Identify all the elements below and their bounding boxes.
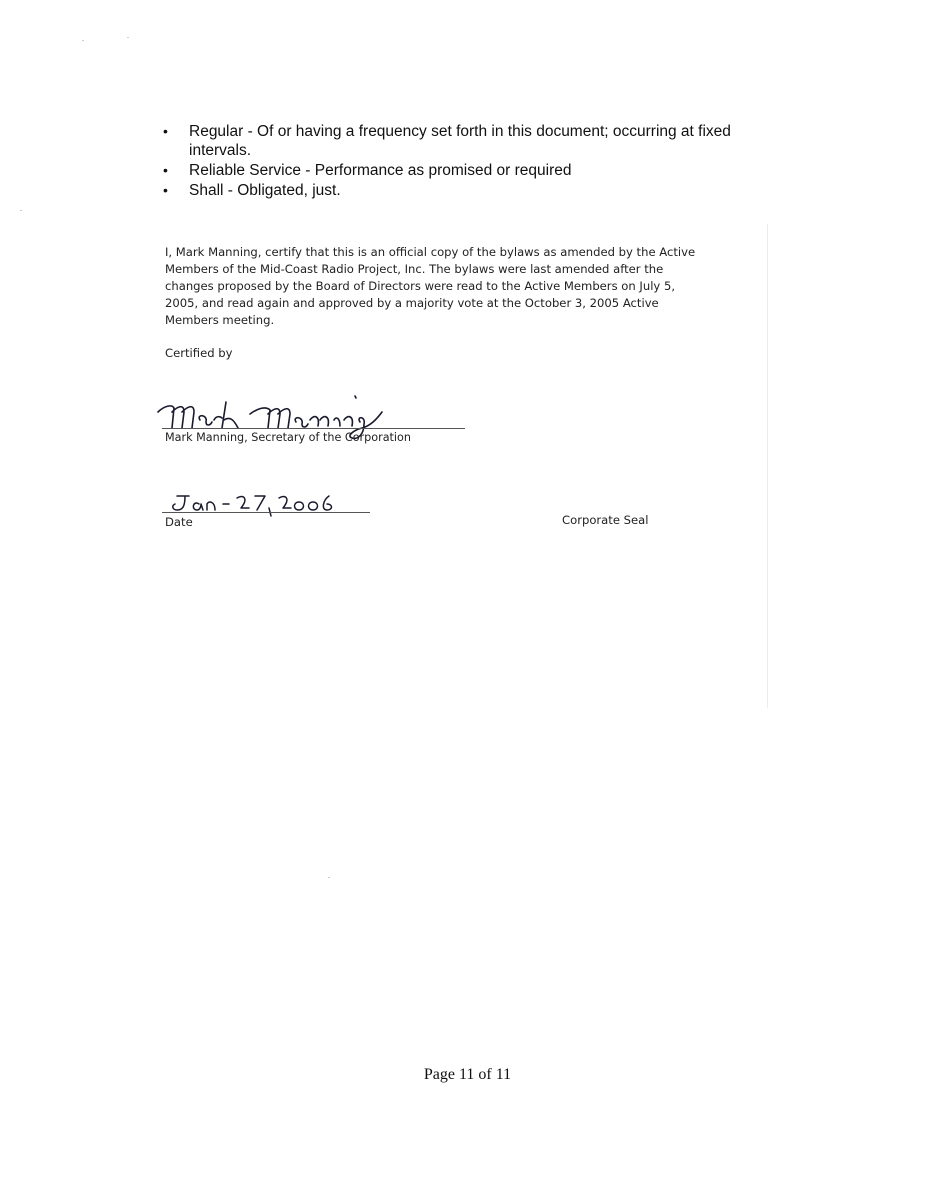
signature-line (162, 428, 465, 429)
scan-edge-line (767, 224, 768, 708)
date-line (162, 512, 370, 513)
corporate-seal-label: Corporate Seal (562, 513, 649, 527)
definitions-list (160, 122, 760, 201)
date-label: Date (165, 515, 193, 529)
signer-caption: Mark Manning, Secretary of the Corporation (165, 431, 411, 444)
certified-by-label: Certified by (165, 346, 233, 360)
definition-item: • Shall - Obligated, just. (160, 181, 760, 200)
certification-statement: I, Mark Manning, certify that this is an official copy of the bylaws as amended by the Active Members of the Mid-Coast Radio Project, Inc. The bylaws were last amended after the changes proposed by the Board of Directors were read to the Active Members on July 5, 2005, and read again and approved by a majority vote at the October 3, 2005 Active Members meeting. (165, 245, 696, 327)
scan-speck (82, 40, 84, 41)
scan-speck (20, 210, 22, 211)
scan-speck (328, 877, 330, 878)
page-number: Page 11 of 11 (423, 1066, 512, 1083)
handwritten-date (165, 490, 365, 518)
definition-item: • Reliable Service - Performance as promised or required (160, 161, 760, 180)
scan-speck (127, 37, 129, 38)
page-footer (0, 1066, 935, 1084)
definition-item: • Regular - Of or having a frequency set forth in this document; occurring at fixed intervals. (160, 122, 760, 160)
